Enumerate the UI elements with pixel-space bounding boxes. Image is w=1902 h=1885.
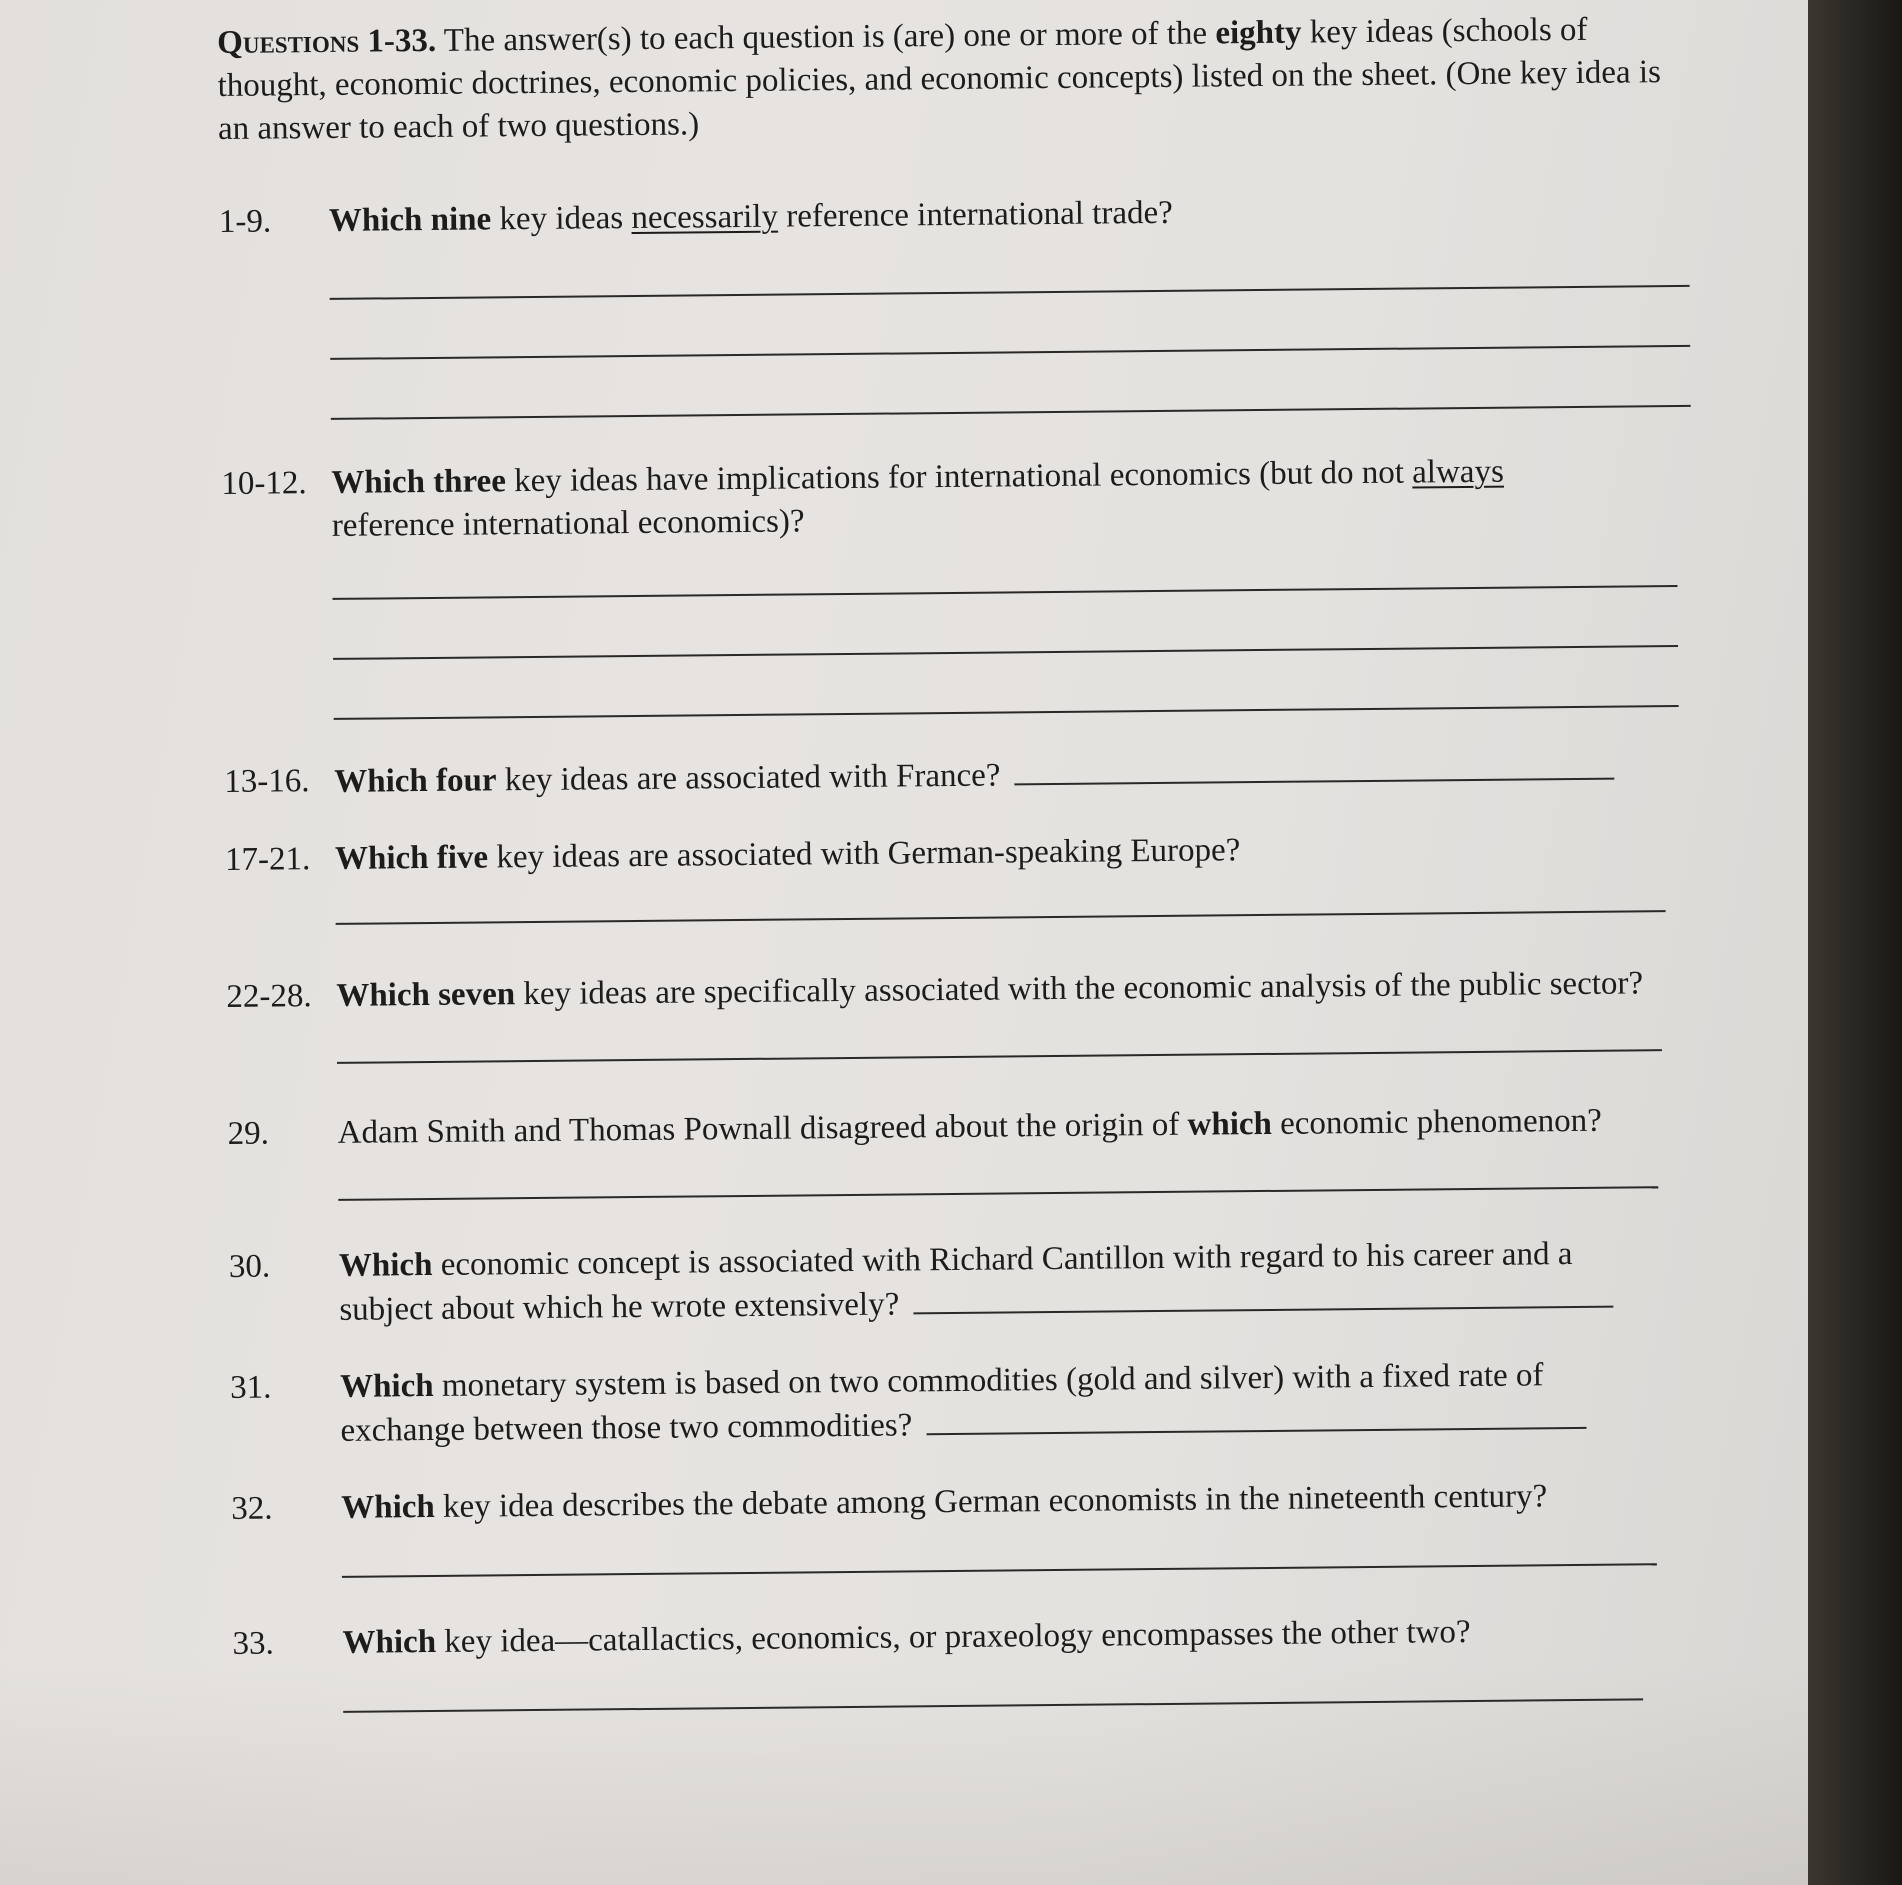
question-emphasis: Which [338,1246,433,1284]
question-text-part: key ideas are associated with German-speaking Europe? [487,832,1241,876]
question-text [335,825,1695,881]
question-text-part: key ideas have implications for international economics (but do not [505,454,1413,500]
question-number: 10-12. [221,465,307,502]
question-emphasis: Which [339,1367,434,1405]
answer-line[interactable] [337,1049,1662,1064]
question-text-part: reference international trade? [777,194,1173,235]
answer-line[interactable] [331,405,1691,420]
question-text-part: economic concept is associated with Richard Cantillon with regard to his career and a subject about which he wrote extensively? [339,1236,1573,1328]
answer-line[interactable] [334,705,1679,720]
question-text [342,1609,1702,1665]
question-number: 1-9. [218,203,272,240]
instructions-text-2: key ideas (schools of thought, economic doctrines, economic policies, and economic concepts) listed on the sheet. (One key idea is an answer to each of two questions.) [217,11,1662,147]
question-emphasis: which [1187,1105,1273,1143]
table-background [1808,0,1902,1885]
question-emphasis: Which [342,1623,437,1661]
answer-line[interactable] [926,1397,1586,1435]
question-emphasis: Which nine [328,201,492,239]
instructions-emphasis: eighty [1215,14,1302,52]
question-text-part: key ideas [491,200,632,238]
question-emphasis: Which [341,1488,435,1526]
answer-line[interactable] [338,1186,1658,1201]
question-text-part: key ideas are specifically associated with the economic analysis of the public sector? [514,965,1644,1013]
worksheet-content [217,8,1703,1714]
question-text-part: key idea—catallactics, economics, or praxeology encompasses the other two? [435,1614,1471,1660]
question-30 [229,1232,1700,1333]
question-emphasis: Which five [334,839,489,877]
question-text [341,1474,1701,1530]
answer-line[interactable] [336,910,1666,925]
answer-line[interactable] [913,1276,1613,1315]
question-text [329,187,1689,243]
answer-line[interactable] [342,1563,1657,1578]
question-33 [232,1609,1703,1714]
question-32 [231,1474,1702,1579]
question-text [334,747,1694,804]
question-emphasis: Which four [334,762,497,800]
question-29 [227,1099,1698,1202]
question-number: 31. [229,1369,272,1406]
question-17-21 [225,825,1696,926]
answer-line[interactable] [330,345,1690,360]
question-number: 32. [231,1490,273,1527]
instructions [217,8,1688,151]
question-number: 33. [232,1625,274,1662]
instructions-text: The answer(s) to each question is (are) one or more of the [436,15,1216,59]
question-number: 13-16. [224,763,310,800]
question-text [337,1099,1697,1155]
question-number: 17-21. [224,841,311,878]
question-text [340,1354,1626,1453]
answer-line[interactable] [333,585,1678,600]
answer-line[interactable] [1014,748,1614,786]
question-emphasis: Which three [331,463,507,501]
question-number: 30. [228,1248,271,1285]
answer-line[interactable] [330,285,1690,300]
instructions-lead: Questions 1-33. [217,22,437,61]
question-underlined: always [1412,453,1505,491]
question-text [336,962,1696,1018]
question-number: 29. [227,1115,270,1152]
answer-line[interactable] [333,645,1678,660]
question-number: 22-28. [226,978,312,1015]
answer-line[interactable] [343,1698,1643,1712]
question-31 [230,1353,1701,1454]
question-text-part: monetary system is based on two commodities (gold and silver) with a fixed rate of exchange between those two commodities? [340,1357,1544,1449]
question-13-16 [224,747,1694,805]
question-text [331,450,1577,548]
question-22-28 [226,962,1697,1065]
question-1-9 [219,187,1691,421]
question-text-part: reference international economics)? [331,503,805,544]
question-10-12 [221,449,1693,721]
question-emphasis: Which seven [336,976,516,1014]
question-underlined: necessarily [631,198,779,237]
question-text-part: economic phenomenon? [1271,1102,1602,1142]
question-text-part: key ideas are associated with France? [496,757,1001,799]
question-text-part: key idea describes the debate among German economists in the nineteenth century? [434,1478,1548,1525]
question-text-part: Adam Smith and Thomas Pownall disagreed about the origin of [337,1106,1188,1151]
question-text [339,1233,1630,1332]
